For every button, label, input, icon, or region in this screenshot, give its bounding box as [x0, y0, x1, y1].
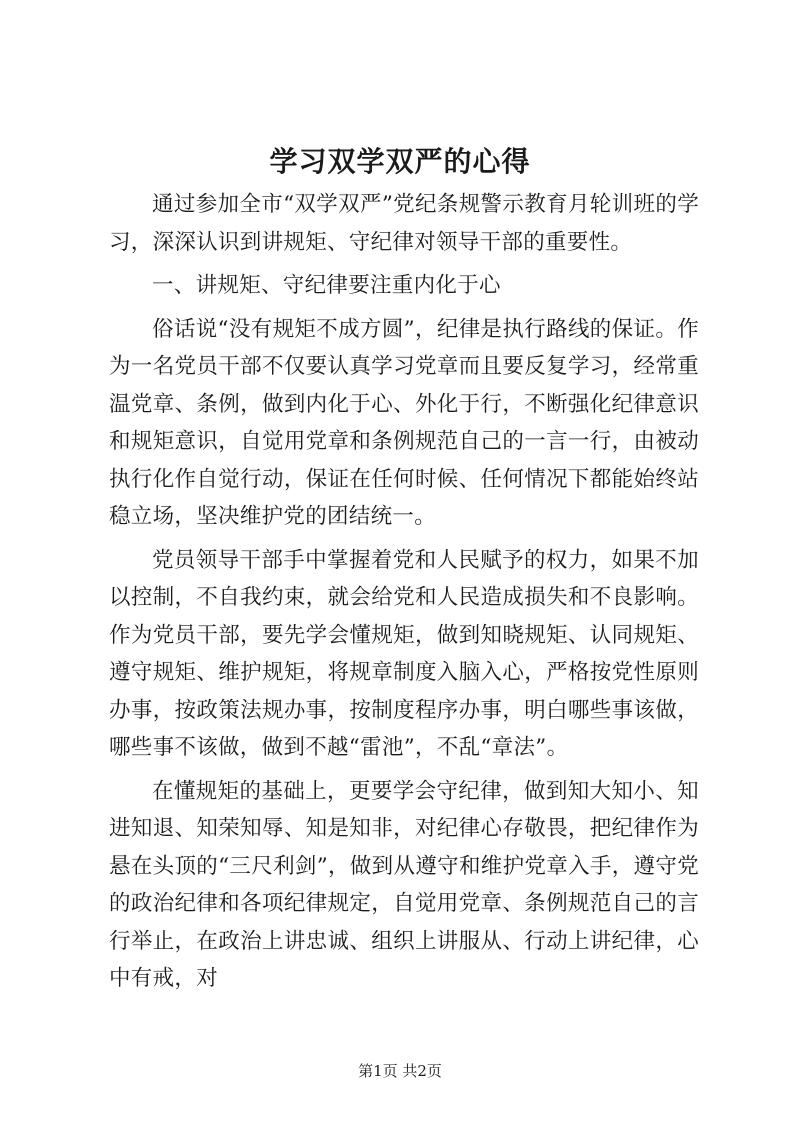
paragraph-discipline: 在懂规矩的基础上，更要学会守纪律，做到知大知小、知进知退、知荣知辱、知是知非，对纪律心存敬畏，把纪律作为悬在头顶的“三尺利剑”，做到从遵守和维护党章入手，遵守党的政治纪律和各项纪律规定，自觉用党章、条例规范自己的言行举止，在政治上讲忠诚、组织上讲服从、行动上讲纪律，心中有戒，对	[109, 778, 699, 991]
page-footer: 第1页 共2页	[358, 1062, 442, 1080]
document-title: 学习双学双严的心得	[269, 145, 531, 178]
document-body	[109, 186, 699, 1004]
section-heading: 一、讲规矩、守纪律要注重内化于心	[152, 273, 501, 298]
paragraph-intro: 通过参加全市“双学双严”党纪条规警示教育月轮训班的学习，深深认识到讲规矩、守纪律对领导干部的重要性。	[109, 192, 699, 255]
paragraph-power: 党员领导干部手中掌握着党和人民赋予的权力，如果不加以控制，不自我约束，就会给党和人民造成损失和不良影响。作为党员干部，要先学会懂规矩，做到知晓规矩、认同规矩、遵守规矩、维护规矩，将规章制度入脑入心，严格按党性原则办事，按政策法规办事，按制度程序办事，明白哪些事该做，哪些事不该做，做到不越“雷池”，不乱“章法”。	[109, 547, 699, 760]
paragraph-rules: 俗话说“没有规矩不成方圆”，纪律是执行路线的保证。作为一名党员干部不仅要认真学习党章而且要反复学习，经常重温党章、条例，做到内化于心、外化于行，不断强化纪律意识和规矩意识，自觉用党章和条例规范自己的一言一行，由被动执行化作自觉行动，保证在任何时候、任何情况下都能始终站稳立场，坚决维护党的团结统一。	[109, 316, 699, 529]
